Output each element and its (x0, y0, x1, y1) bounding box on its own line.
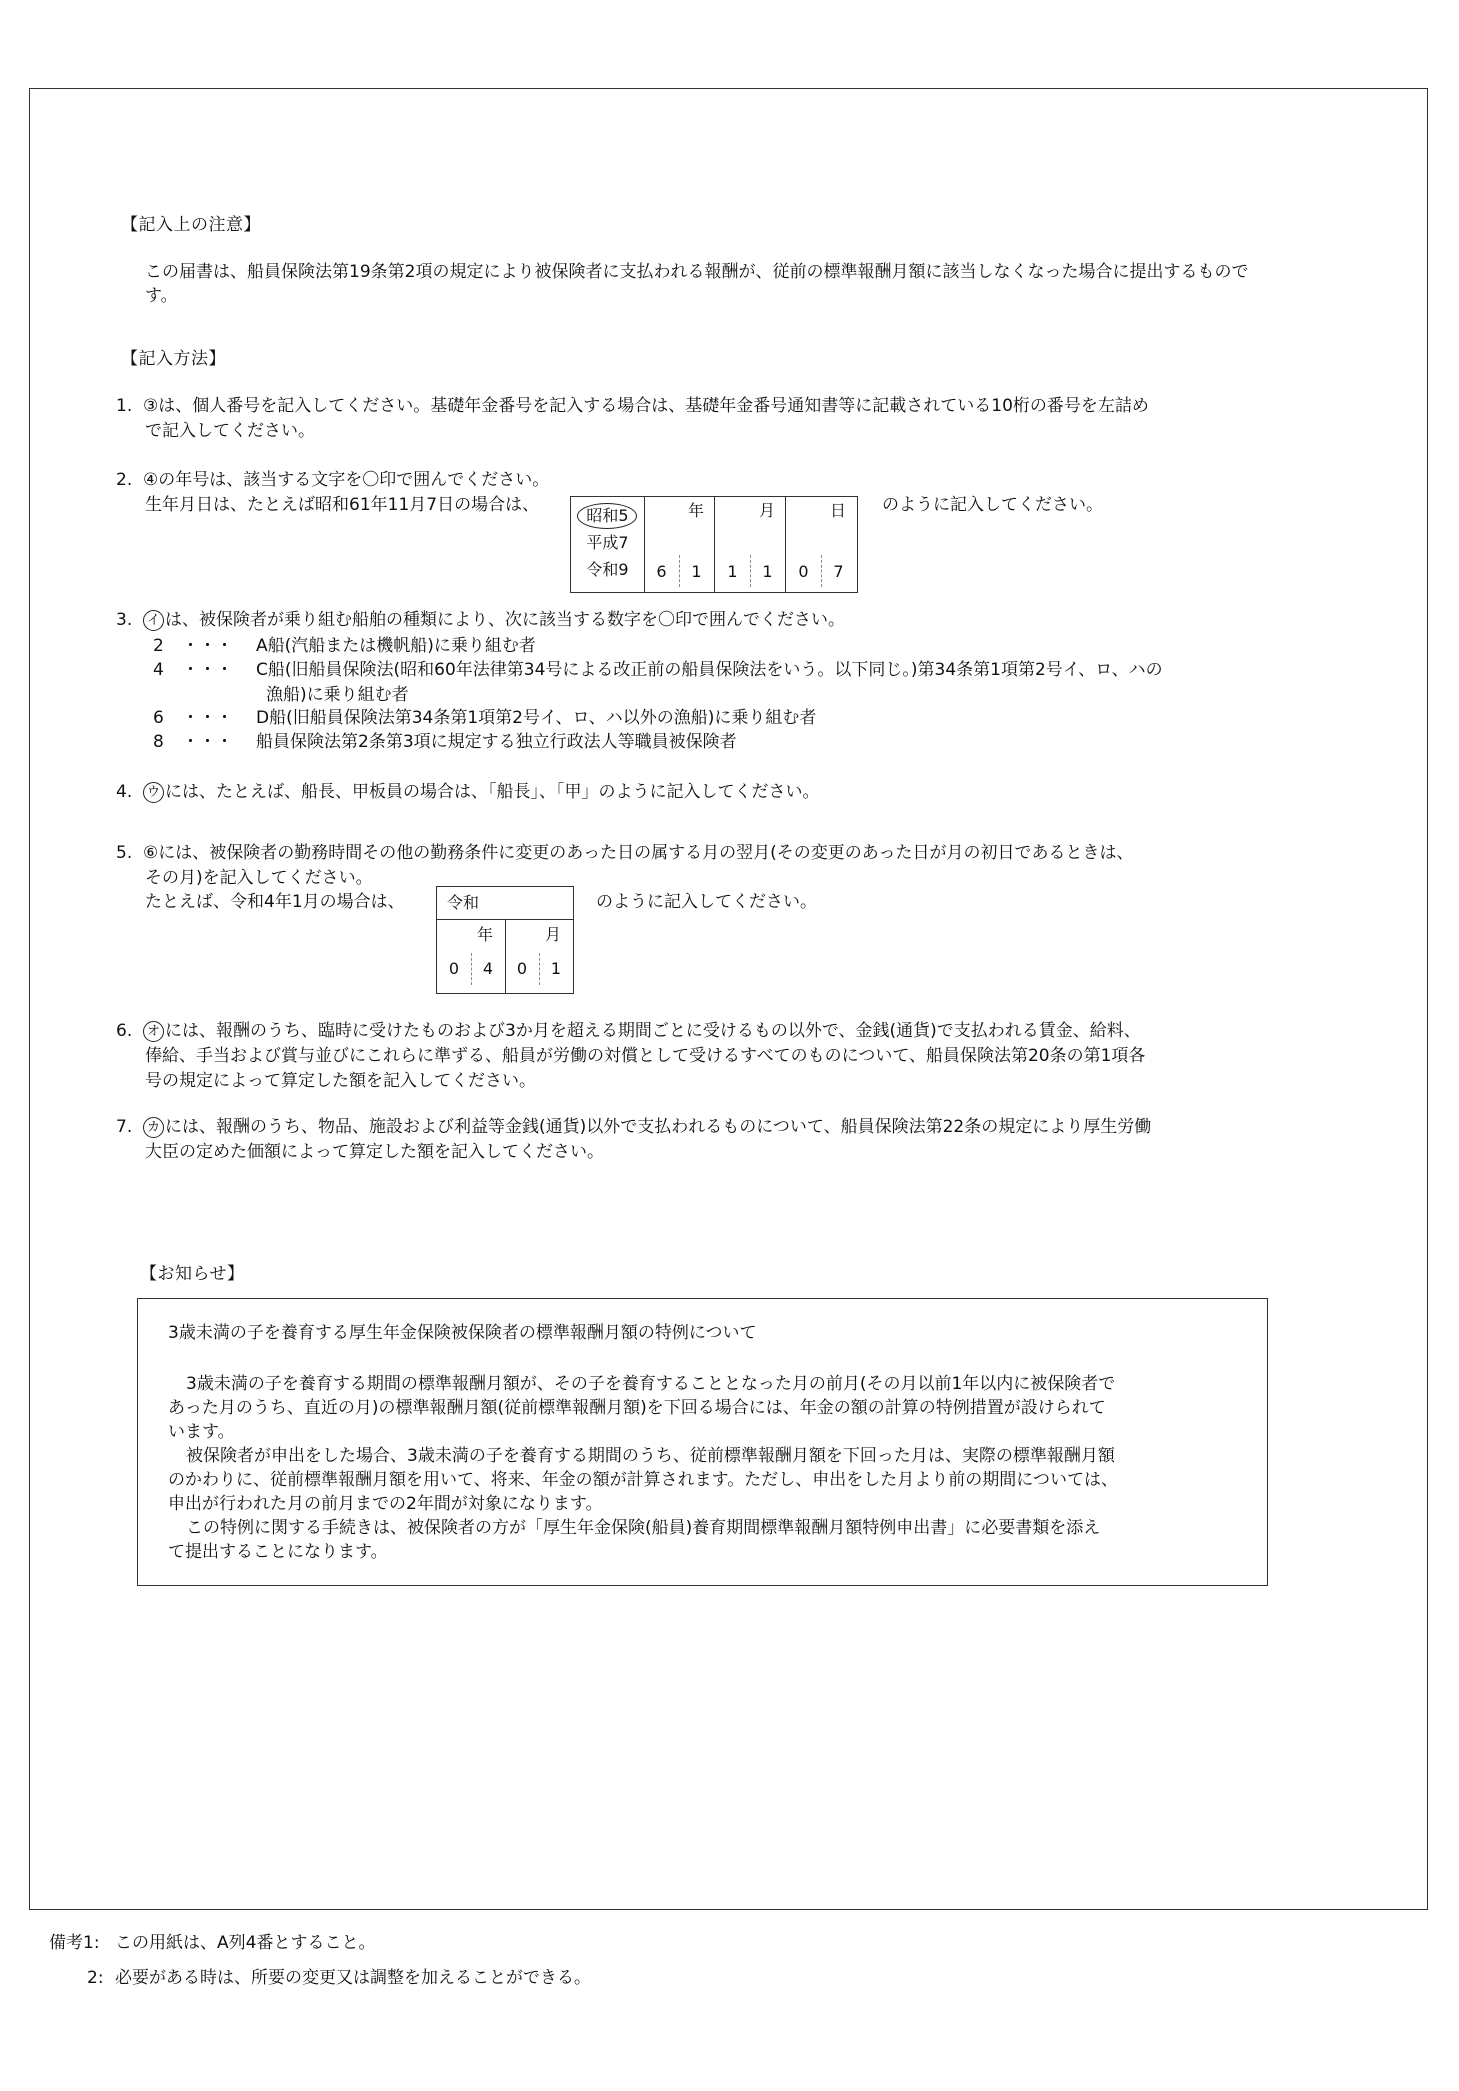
item-7-line-1: には、報酬のうち、物品、施設および利益等金銭(通貨)以外で支払われるものについて、船員保険法第22条の規定により厚生労働 (165, 1117, 1152, 1137)
item-2-suffix: のように記入してください。 (882, 495, 1103, 515)
item-2-line-2: 生年月日は、たとえば昭和61年11月7日の場合は、 (145, 495, 540, 515)
notice-box (137, 1298, 1268, 1586)
day-column (786, 497, 856, 592)
option-text: D船(旧船員保険法第34条第1項第2号イ、ロ、ハ以外の漁船)に乗り組む者 (256, 708, 817, 728)
item-number: 1. (116, 396, 133, 416)
item-6-line-1: には、報酬のうち、臨時に受けたものおよび3か月を超える期間ごとに受けるもの以外で、金銭(通貨)で支払われる賃金、給料、 (165, 1021, 1141, 1041)
option-dots: ・・・ (182, 732, 233, 752)
remark-2-label: 2: (87, 1968, 104, 1988)
item-5-line-2: その月)を記入してください。 (145, 868, 373, 888)
item-number: 3. (116, 610, 133, 630)
year-column (644, 497, 715, 592)
era-option: 平成7 (586, 533, 629, 552)
digit: 0 (516, 959, 528, 978)
option-text: C船(旧船員保険法(昭和60年法律第34号による改正前の船員保険法をいう。以下同じ。)第34条第1項第2号イ、ロ、ハの (256, 660, 1163, 680)
digit: 1 (550, 959, 562, 978)
item-1-line-2: で記入してください。 (145, 421, 315, 441)
item-number: 7. (116, 1117, 133, 1137)
birthdate-sample-box (570, 496, 858, 593)
field-marker: オ (143, 1021, 164, 1042)
digit: 1 (727, 562, 738, 581)
field-marker: ウ (143, 782, 164, 803)
notice-p1-line-2: あった月のうち、直近の月)の標準報酬月額(従前標準報酬月額)を下回る場合には、年金の額の計算の特例措置が設けられて (168, 1398, 1106, 1418)
item-5-line-3: たとえば、令和4年1月の場合は、 (145, 892, 405, 912)
notice-p3-line-1: この特例に関する手続きは、被保険者の方が「厚生年金保険(船員)養育期間標準報酬月額特例申出書」に必要書類を添え (186, 1518, 1101, 1538)
option-code: 6 (153, 708, 164, 728)
notice-p2-line-2: のかわりに、従前標準報酬月額を用いて、将来、年金の額が計算されます。ただし、申出をした月より前の期間については、 (168, 1470, 1118, 1490)
digit: 1 (762, 562, 773, 581)
option-text: A船(汽船または機帆船)に乗り組む者 (256, 636, 536, 656)
month-label: 月 (758, 501, 775, 520)
item-number: 2. (116, 470, 133, 490)
notice-p3-line-2: て提出することになります。 (168, 1542, 388, 1562)
option-code: 2 (153, 636, 164, 656)
notice-heading: 【お知らせ】 (140, 1264, 245, 1284)
digit: 0 (798, 562, 809, 581)
document-frame (29, 88, 1428, 1910)
item-4-line-1: には、たとえば、船長、甲板員の場合は、「船長」、「甲」のように記入してください。 (165, 782, 820, 802)
year-label: 年 (687, 501, 704, 520)
item-6-line-2: 俸給、手当および賞与並びにこれらに準ずる、船員が労働の対償として受けるすべてのものについて、船員保険法第20条の第1項各 (145, 1046, 1146, 1066)
field-marker: ⑥ (143, 843, 159, 863)
method-heading: 【記入方法】 (121, 349, 226, 369)
option-text-cont: 漁船)に乗り組む者 (266, 685, 409, 705)
item-number: 4. (116, 782, 133, 802)
field-marker: ④ (143, 470, 159, 490)
item-2-line-1: の年号は、該当する文字を〇印で囲んでください。 (158, 470, 550, 490)
day-label: 日 (829, 501, 846, 520)
era-label: 令和 (447, 893, 480, 912)
era-option: 昭和5 (586, 506, 629, 525)
item-7-line-2: 大臣の定めた価額によって算定した額を記入してください。 (145, 1142, 604, 1162)
item-1-line-1: は、個人番号を記入してください。基礎年金番号を記入する場合は、基礎年金番号通知書等に記載されている10桁の番号を左詰め (158, 396, 1149, 416)
notice-p1-line-3: います。 (168, 1422, 235, 1442)
notes-heading: 【記入上の注意】 (121, 215, 261, 235)
option-dots: ・・・ (182, 660, 233, 680)
field-marker: ③ (143, 396, 159, 416)
option-text: 船員保険法第2条第3項に規定する独立行政法人等職員被保険者 (256, 732, 737, 752)
item-5-suffix: のように記入してください。 (596, 892, 817, 912)
era-column (571, 497, 645, 592)
month-label: 月 (545, 925, 562, 944)
option-dots: ・・・ (182, 636, 233, 656)
notice-p2-line-3: 申出が行われた月の前月までの2年間が対象になります。 (168, 1494, 603, 1514)
option-dots: ・・・ (182, 708, 233, 728)
item-5-line-1: には、被保険者の勤務時間その他の勤務条件に変更のあった日の属する月の翌月(その変更のあった日が月の初日であるときは、 (158, 843, 1134, 863)
remark-1-text: この用紙は、A列4番とすること。 (115, 1933, 376, 1953)
month-column (715, 497, 786, 592)
notice-title: 3歳未満の子を養育する厚生年金保険被保険者の標準報酬月額の特例について (168, 1323, 757, 1343)
year-label: 年 (477, 925, 494, 944)
field-marker: イ (143, 610, 164, 631)
item-number: 6. (116, 1021, 133, 1041)
notes-text: この届書は、船員保険法第19条第2項の規定により被保険者に支払われる報酬が、従前の標準報酬月額に該当しなくなった場合に提出するものです。 (145, 262, 1249, 306)
month-sample-box (436, 886, 574, 994)
digit: 1 (691, 562, 702, 581)
notice-p1-line-1: 3歳未満の子を養育する期間の標準報酬月額が、その子を養育することとなった月の前月(その月以前1年以内に被保険者で (186, 1374, 1116, 1394)
item-6-line-3: 号の規定によって算定した額を記入してください。 (145, 1071, 536, 1091)
remark-1-label: 備考1: (49, 1933, 100, 1953)
digit: 0 (448, 959, 460, 978)
notice-p2-line-1: 被保険者が申出をした場合、3歳未満の子を養育する期間のうち、従前標準報酬月額を下回った月は、実際の標準報酬月額 (186, 1446, 1115, 1466)
digit: 6 (656, 562, 667, 581)
digit: 4 (482, 959, 494, 978)
remark-2-text: 必要がある時は、所要の変更又は調整を加えることができる。 (115, 1968, 591, 1988)
field-marker: カ (143, 1117, 164, 1138)
digit: 7 (833, 562, 844, 581)
era-option: 令和9 (586, 560, 629, 579)
item-number: 5. (116, 843, 133, 863)
option-code: 4 (153, 660, 164, 680)
item-3-line-1: は、被保険者が乗り組む船舶の種類により、次に該当する数字を〇印で囲んでください。 (165, 610, 845, 630)
option-code: 8 (153, 732, 164, 752)
